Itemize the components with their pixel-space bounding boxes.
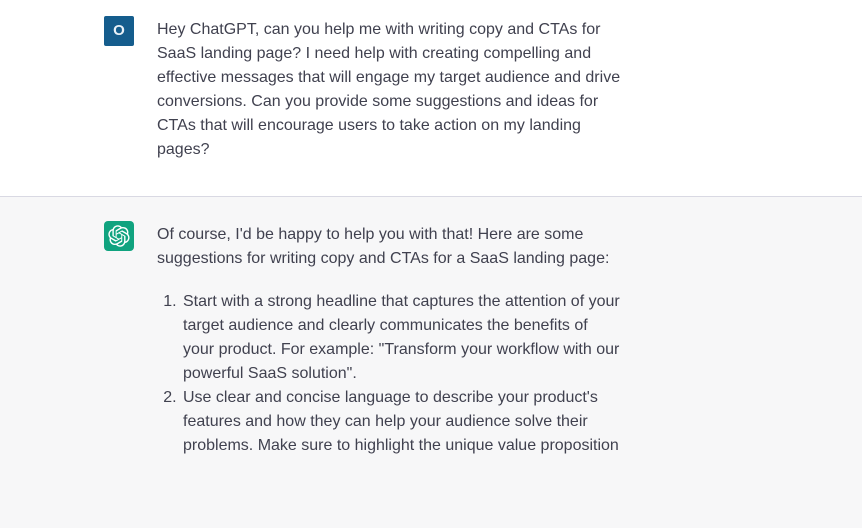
user-message-block: [0, 0, 862, 197]
assistant-message-block: [0, 197, 862, 528]
user-message-text: Hey ChatGPT, can you help me with writing copy and CTAs for SaaS landing page? I need help with creating compelling and effective messages that will engage my target audience and drive conversions. Can you provide some suggestions and ideas for CTAs that will encourage users to take action on my landing pages?: [157, 21, 621, 158]
user-message-content: [157, 16, 622, 162]
assistant-message-content: [157, 221, 622, 458]
openai-logo-icon: [108, 225, 130, 247]
assistant-suggestions-list: [157, 290, 622, 458]
list-item: 2. Use clear and concise language to describe your product's features and how they can help your audience solve their problems. Make sure to highlight the unique value proposition: [181, 386, 622, 458]
assistant-intro-text: Of course, I'd be happy to help you with that! Here are some suggestions for writing copy and CTAs for a SaaS landing page:: [157, 226, 610, 267]
assistant-message-row: [0, 221, 862, 458]
user-avatar: O: [104, 16, 134, 46]
chatgpt-avatar: [104, 221, 134, 251]
user-message-row: [0, 16, 862, 162]
list-item: 1. Start with a strong headline that captures the attention of your target audience and clearly communicates the benefits of your product. For example: "Transform your workflow with our powerful SaaS solution".: [181, 290, 622, 386]
